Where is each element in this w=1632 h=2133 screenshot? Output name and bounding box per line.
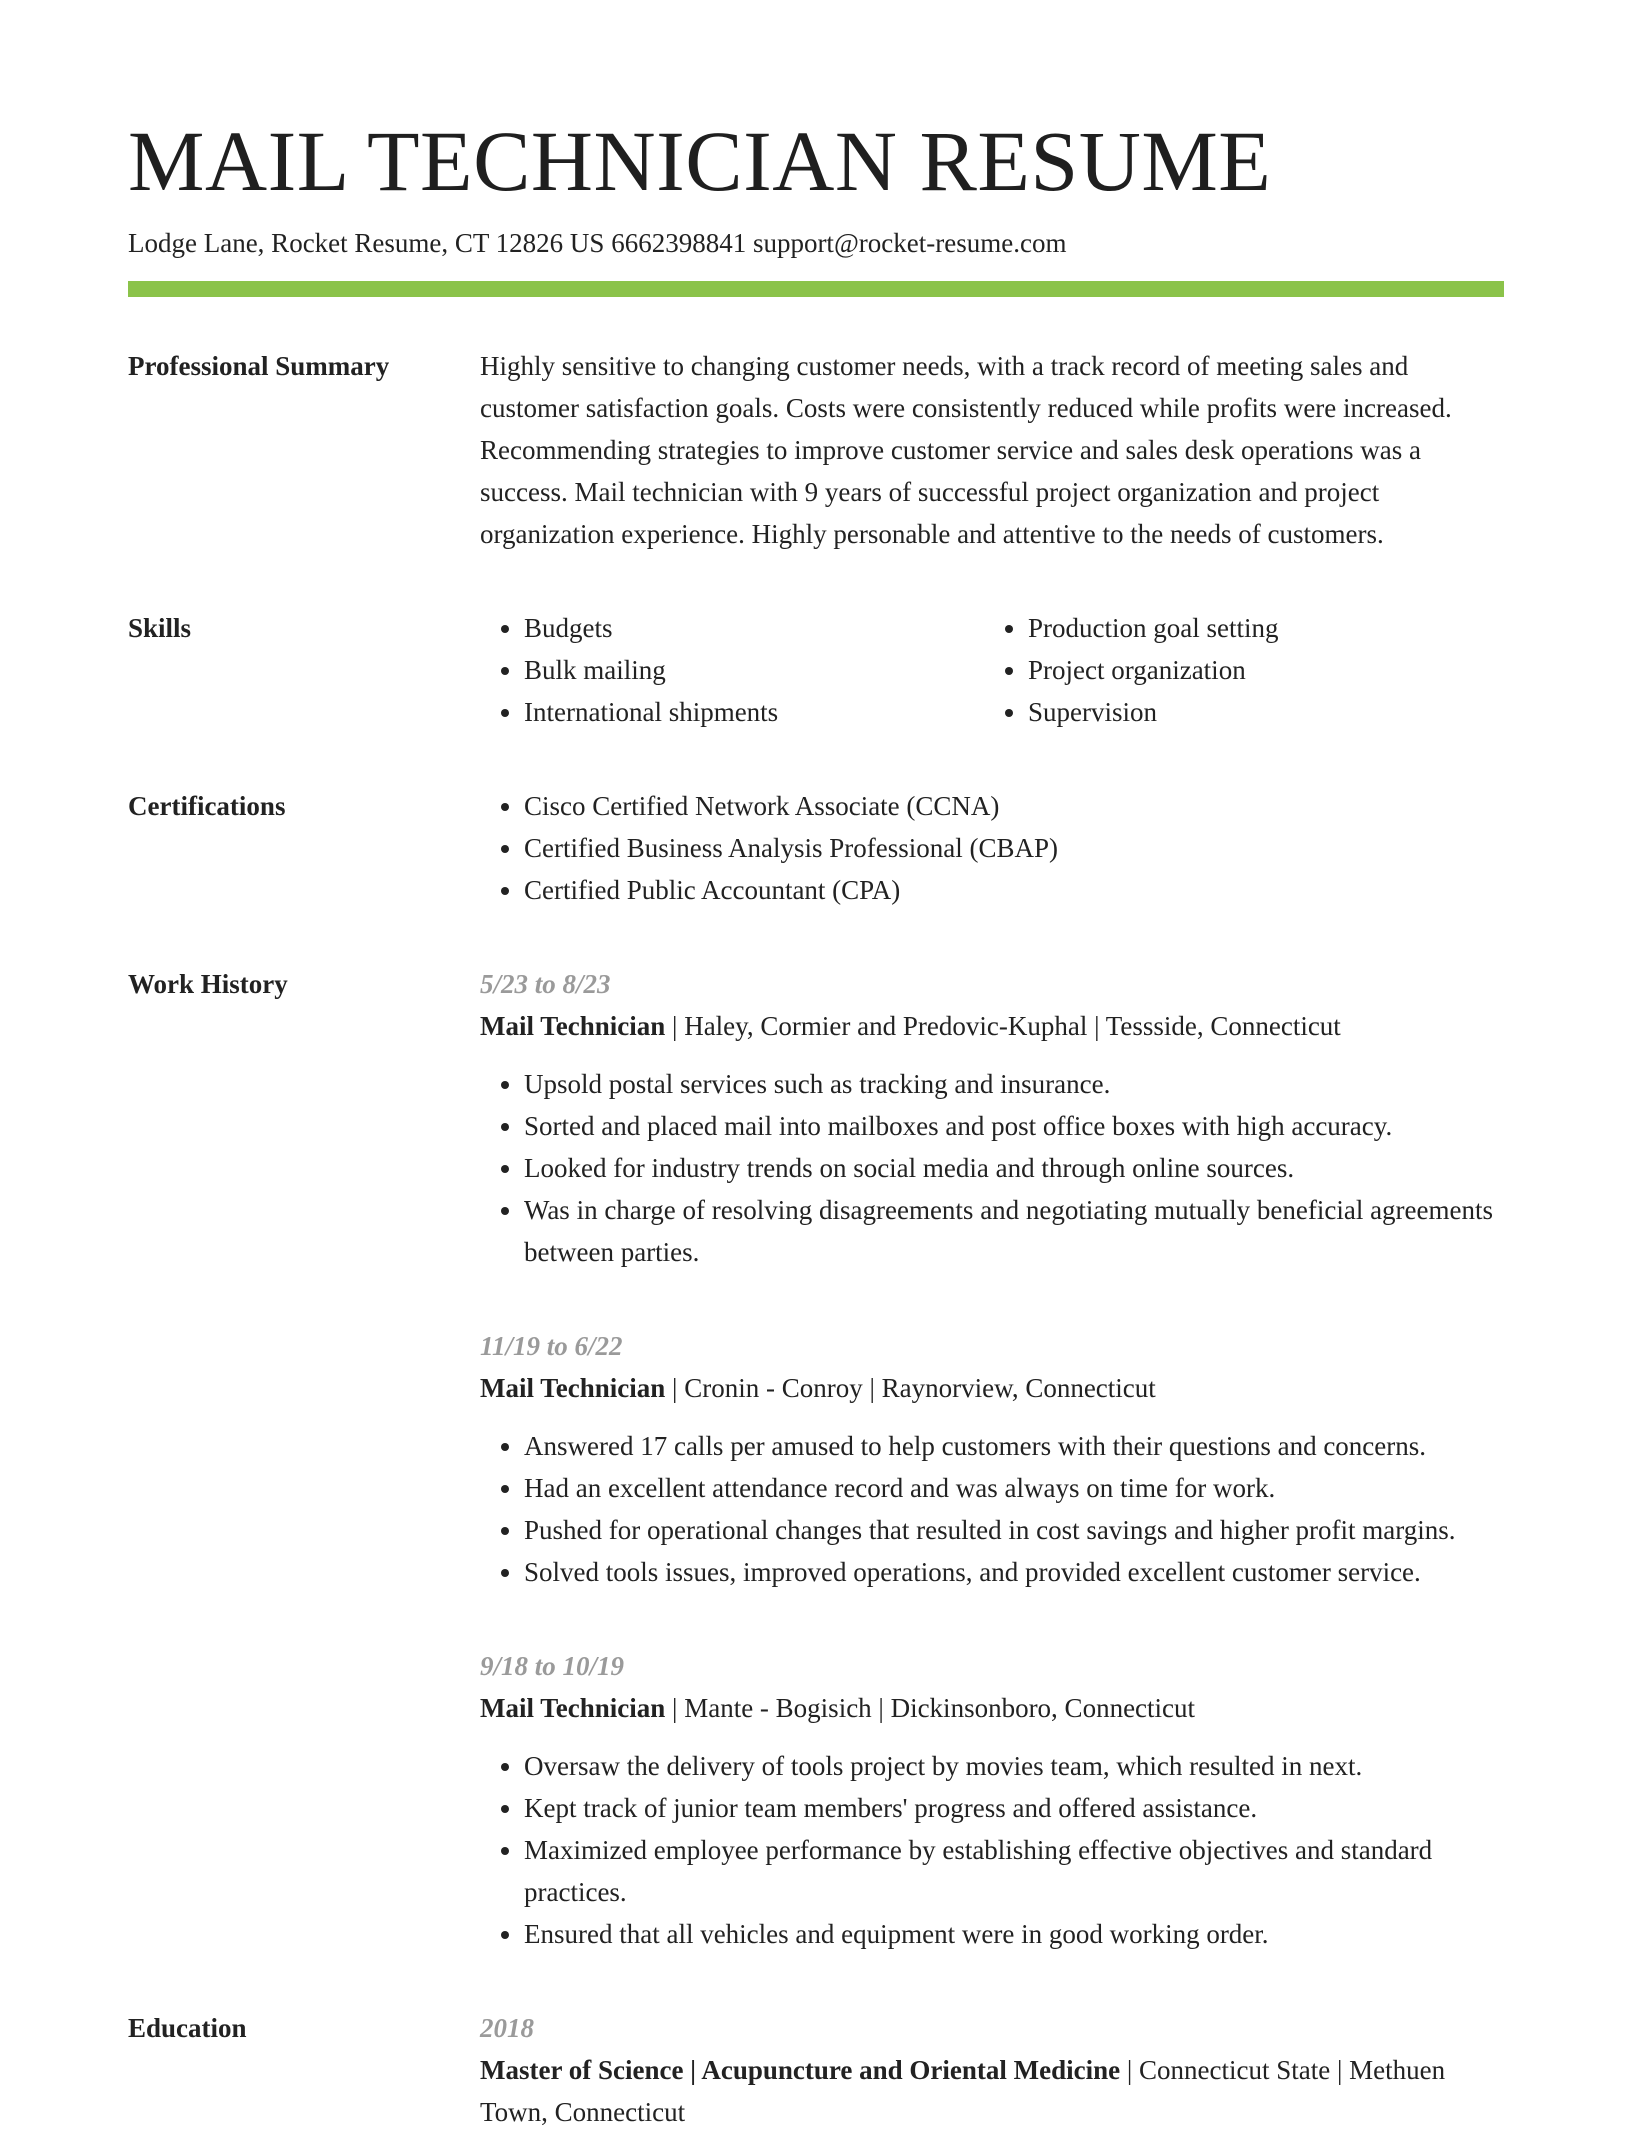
section-title-skills: Skills (128, 613, 192, 644)
education-section (128, 2007, 1504, 2133)
job-bullets (480, 1425, 1504, 1593)
certification-item: • Certified Business Analysis Professional (CBAP) (524, 827, 1504, 869)
section-title-work-history: Work History (128, 969, 288, 1000)
section-title-education: Education (128, 2013, 247, 2044)
skill-item: • Budgets (524, 607, 984, 649)
job-bullets (480, 1745, 1504, 1955)
skills-list-right (984, 607, 1504, 733)
job-role-line (480, 1367, 1504, 1409)
skill-item: • International shipments (524, 691, 984, 733)
skill-item: • Bulk mailing (524, 649, 984, 691)
job-bullet: • Ensured that all vehicles and equipment were in good working order. (524, 1913, 1504, 1955)
job-entry (480, 1325, 1504, 1593)
summary-text: Highly sensitive to changing customer needs, with a track record of meeting sales and customer satisfaction goals. Costs were consistently reduced while profits were increased. Recommending strategies to improve customer service and sales desk operations was a success. Mail technician with 9 years of successful project organization and project organization experience. Highly personable and attentive to the needs of customers. (480, 351, 1452, 550)
job-bullet: • Looked for industry trends on social media and through online sources. (524, 1147, 1504, 1189)
resume-title: MAIL TECHNICIAN RESUME (128, 113, 1272, 209)
certifications-list (480, 785, 1504, 911)
job-bullets (480, 1063, 1504, 1273)
work-history-section (128, 963, 1504, 1955)
certifications-section (128, 785, 1504, 911)
job-date: 9/18 to 10/19 (480, 1651, 625, 1682)
job-bullet: • Maximized employee performance by establishing effective objectives and standard practices. (524, 1829, 1504, 1913)
job-title: Mail Technician (480, 1373, 666, 1404)
job-details: | Haley, Cormier and Predovic-Kuphal | Tessside, Connecticut (665, 1011, 1341, 1042)
header-divider (128, 281, 1504, 297)
skill-item: • Production goal setting (1028, 607, 1504, 649)
job-date: 5/23 to 8/23 (480, 969, 611, 1000)
section-title-summary: Professional Summary (128, 351, 390, 382)
skills-section (128, 607, 1504, 733)
education-details: | Connecticut State | Methuen Town, Connecticut (480, 2055, 1446, 2128)
job-bullet: • Oversaw the delivery of tools project by movies team, which resulted in next. (524, 1745, 1504, 1787)
contact-line (128, 226, 1504, 261)
contact-address: Lodge Lane, Rocket Resume, CT 12826 US (128, 228, 605, 258)
job-bullet: • Had an excellent attendance record and was always on time for work. (524, 1467, 1504, 1509)
job-bullet: • Answered 17 calls per amused to help customers with their questions and concerns. (524, 1425, 1504, 1467)
job-bullet: • Sorted and placed mail into mailboxes and post office boxes with high accuracy. (524, 1105, 1504, 1147)
job-details: | Mante - Bogisich | Dickinsonboro, Connecticut (665, 1693, 1196, 1724)
job-bullet: • Was in charge of resolving disagreements and negotiating mutually beneficial agreements between parties. (524, 1189, 1504, 1273)
job-details: | Cronin - Conroy | Raynorview, Connecticut (665, 1373, 1156, 1404)
job-entry (480, 963, 1504, 1273)
certification-item: • Cisco Certified Network Associate (CCNA) (524, 785, 1504, 827)
skill-item: • Project organization (1028, 649, 1504, 691)
education-line (480, 2049, 1504, 2133)
job-role-line (480, 1687, 1504, 1729)
skills-list-left (480, 607, 984, 733)
skill-item: • Supervision (1028, 691, 1504, 733)
job-title: Mail Technician (480, 1011, 666, 1042)
certification-item: • Certified Public Accountant (CPA) (524, 869, 1504, 911)
education-date: 2018 (480, 2013, 534, 2044)
job-title: Mail Technician (480, 1693, 666, 1724)
job-bullet: • Kept track of junior team members' progress and offered assistance. (524, 1787, 1504, 1829)
job-bullet: • Solved tools issues, improved operations, and provided excellent customer service. (524, 1551, 1504, 1593)
summary-section (128, 345, 1504, 555)
education-degree: Master of Science | Acupuncture and Oriental Medicine (480, 2055, 1121, 2086)
contact-phone: 6662398841 (611, 228, 747, 258)
section-title-certifications: Certifications (128, 791, 286, 822)
job-date: 11/19 to 6/22 (480, 1331, 623, 1362)
job-role-line (480, 1005, 1504, 1047)
job-bullet: • Upsold postal services such as tracking and insurance. (524, 1063, 1504, 1105)
contact-email: support@rocket-resume.com (752, 228, 1067, 258)
job-entry (480, 1645, 1504, 1955)
job-bullet: • Pushed for operational changes that resulted in cost savings and higher profit margins. (524, 1509, 1504, 1551)
